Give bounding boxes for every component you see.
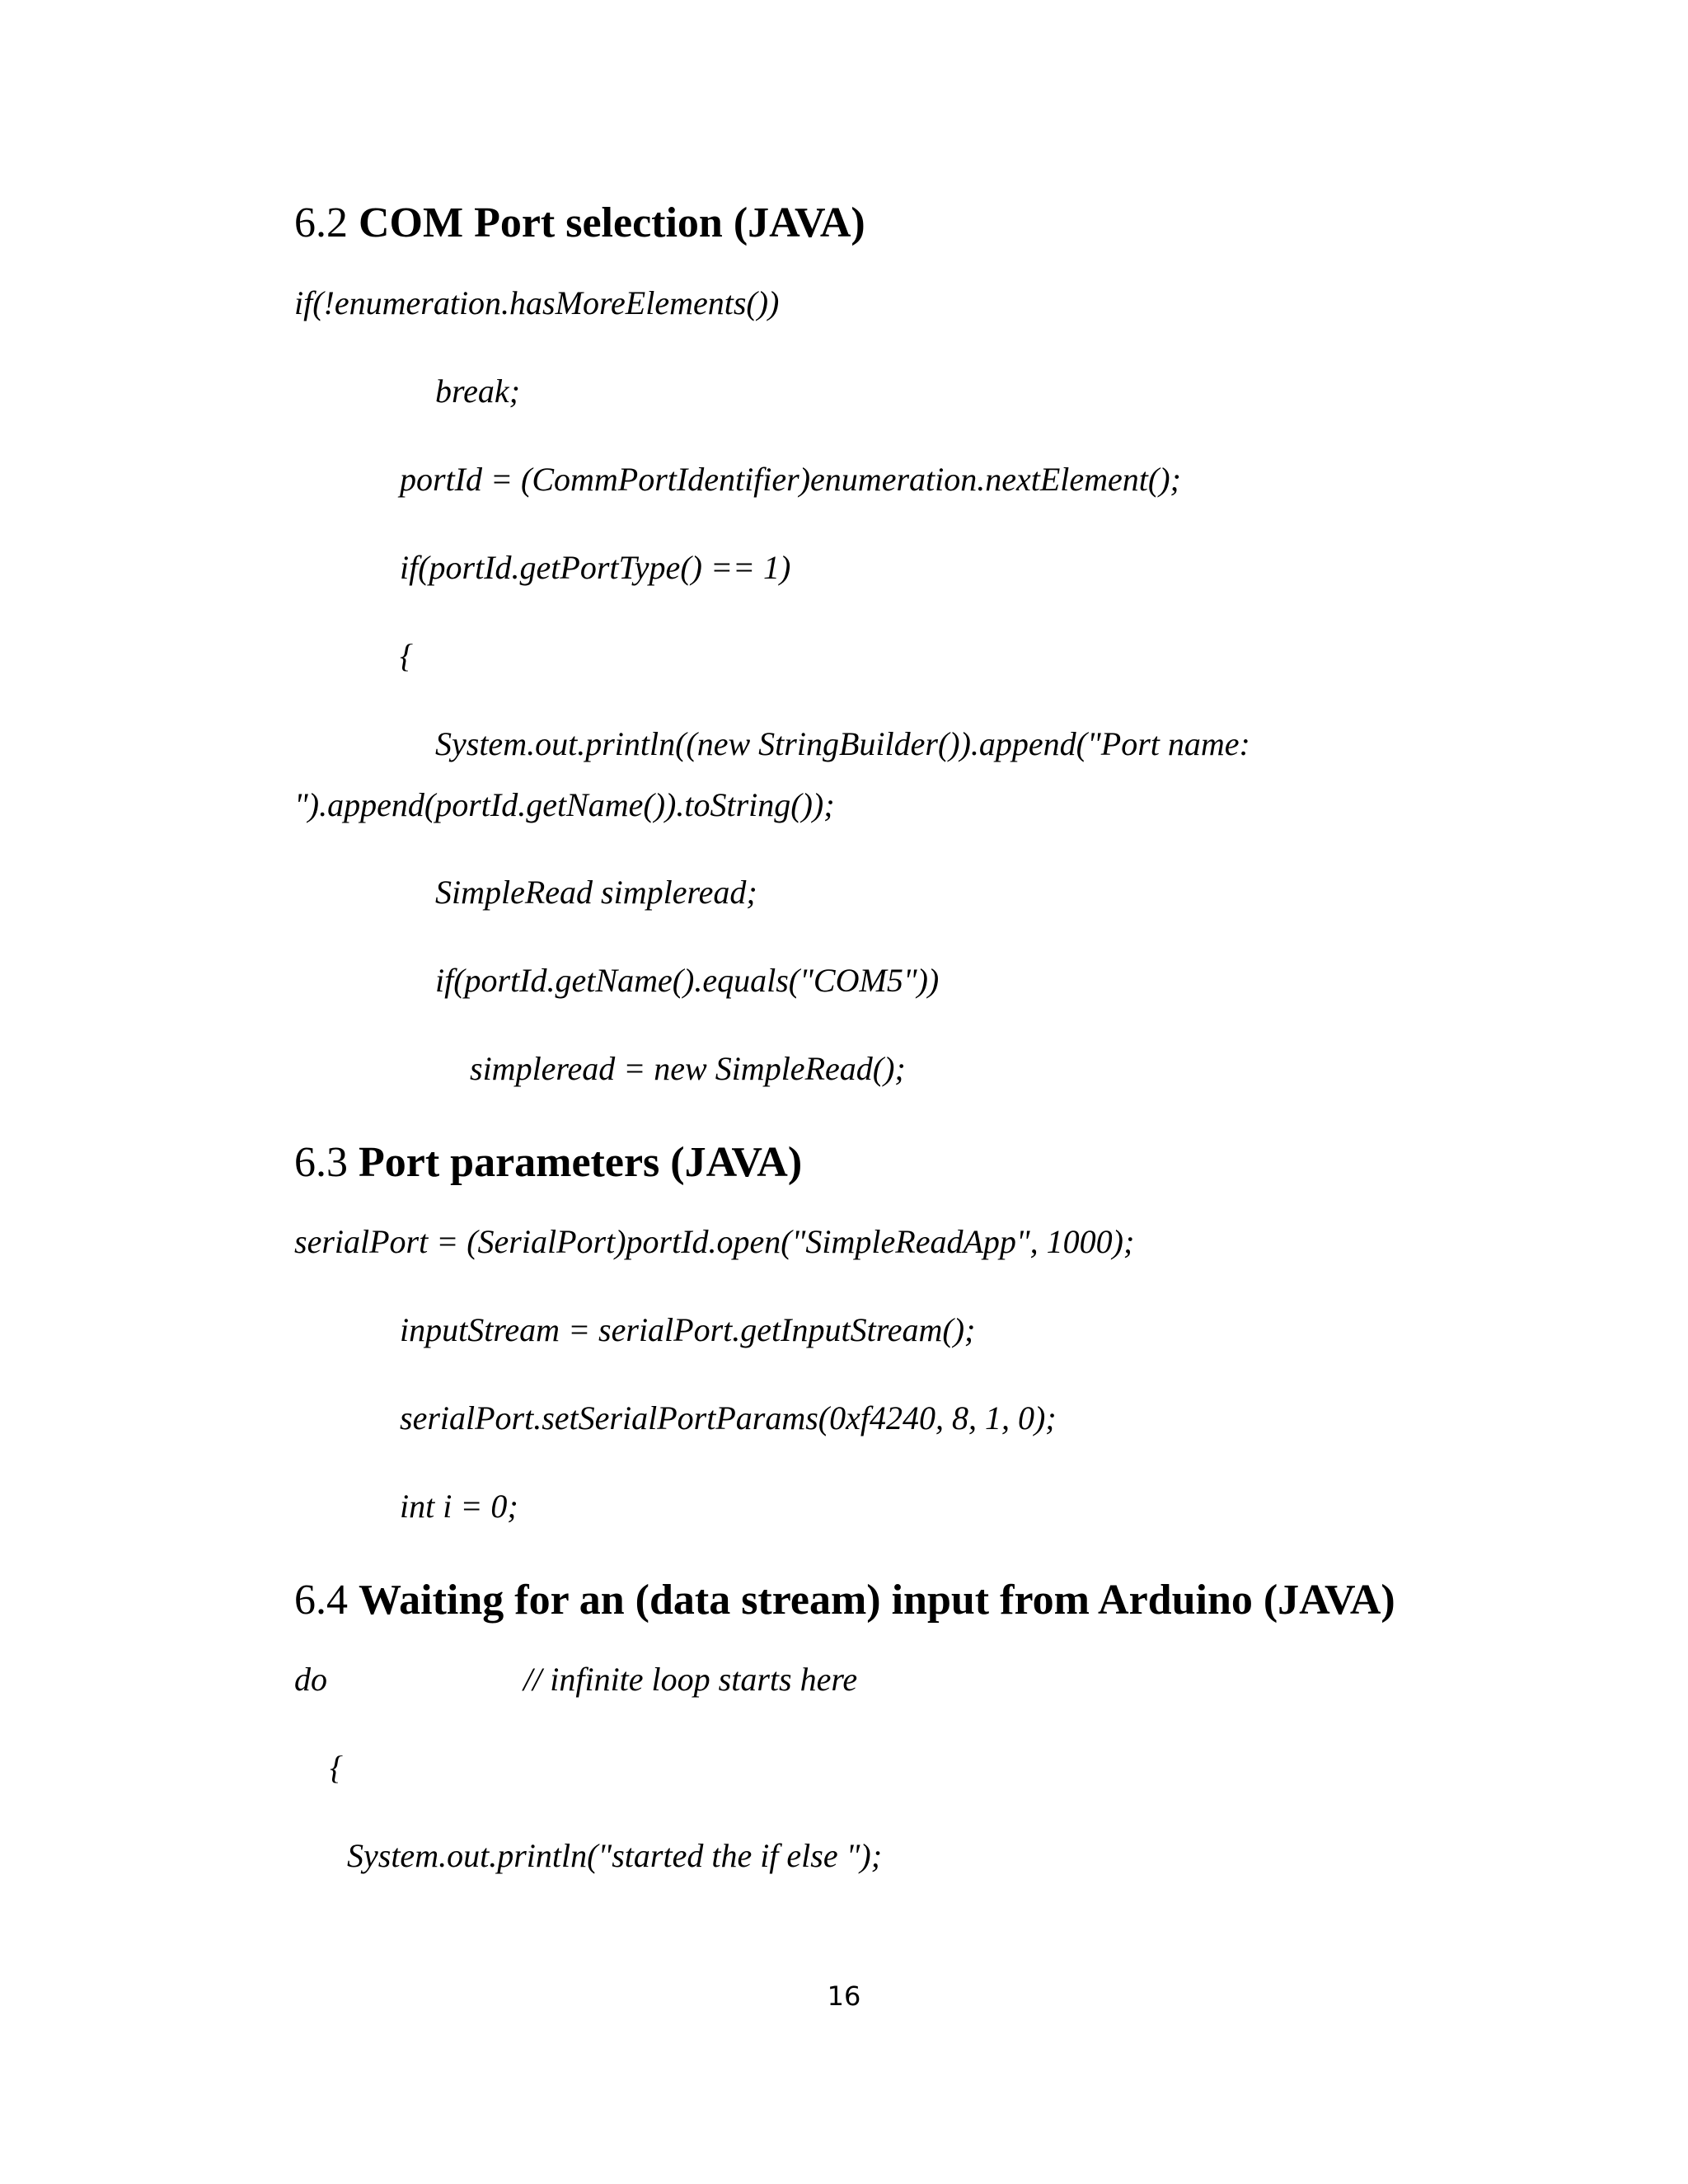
- code-comment: // infinite loop starts here: [523, 1661, 858, 1698]
- code-line: if(portId.getPortType() == 1): [400, 549, 791, 586]
- code-line: {: [330, 1749, 343, 1786]
- page-number: 16: [827, 1980, 861, 2012]
- code-line: inputStream = serialPort.getInputStream();: [400, 1311, 976, 1348]
- code-line: serialPort = (SerialPort)portId.open("SimpleReadApp", 1000);: [294, 1223, 1135, 1260]
- code-line: System.out.println("started the if else ");: [347, 1837, 883, 1874]
- section-title: COM Port selection (JAVA): [359, 199, 865, 246]
- code-line: if(!enumeration.hasMoreElements()): [294, 284, 780, 321]
- section-heading-6-3: [294, 1141, 802, 1184]
- code-line: SimpleRead simpleread;: [435, 874, 757, 911]
- section-heading-6-4: [294, 1579, 1395, 1622]
- code-line: do: [294, 1661, 327, 1698]
- code-line: ").append(portId.getName()).toString());: [294, 786, 835, 823]
- section-title: Port parameters (JAVA): [359, 1139, 803, 1186]
- code-line: break;: [435, 373, 520, 410]
- code-line: System.out.println((new StringBuilder()).append("Port name:: [435, 725, 1250, 762]
- code-line: portId = (CommPortIdentifier)enumeration.nextElement();: [400, 461, 1181, 498]
- section-number: 6.3: [294, 1139, 348, 1186]
- section-title: Waiting for an (data stream) input from Arduino (JAVA): [359, 1577, 1395, 1624]
- code-line: {: [400, 637, 413, 674]
- code-line: if(portId.getName().equals("COM5")): [435, 962, 940, 999]
- code-line: serialPort.setSerialPortParams(0xf4240, 8, 1, 0);: [400, 1399, 1057, 1436]
- code-line: simpleread = new SimpleRead();: [470, 1050, 906, 1087]
- section-number: 6.2: [294, 199, 348, 246]
- section-heading-6-2: [294, 199, 865, 246]
- section-number: 6.4: [294, 1577, 348, 1624]
- code-line: int i = 0;: [400, 1488, 518, 1525]
